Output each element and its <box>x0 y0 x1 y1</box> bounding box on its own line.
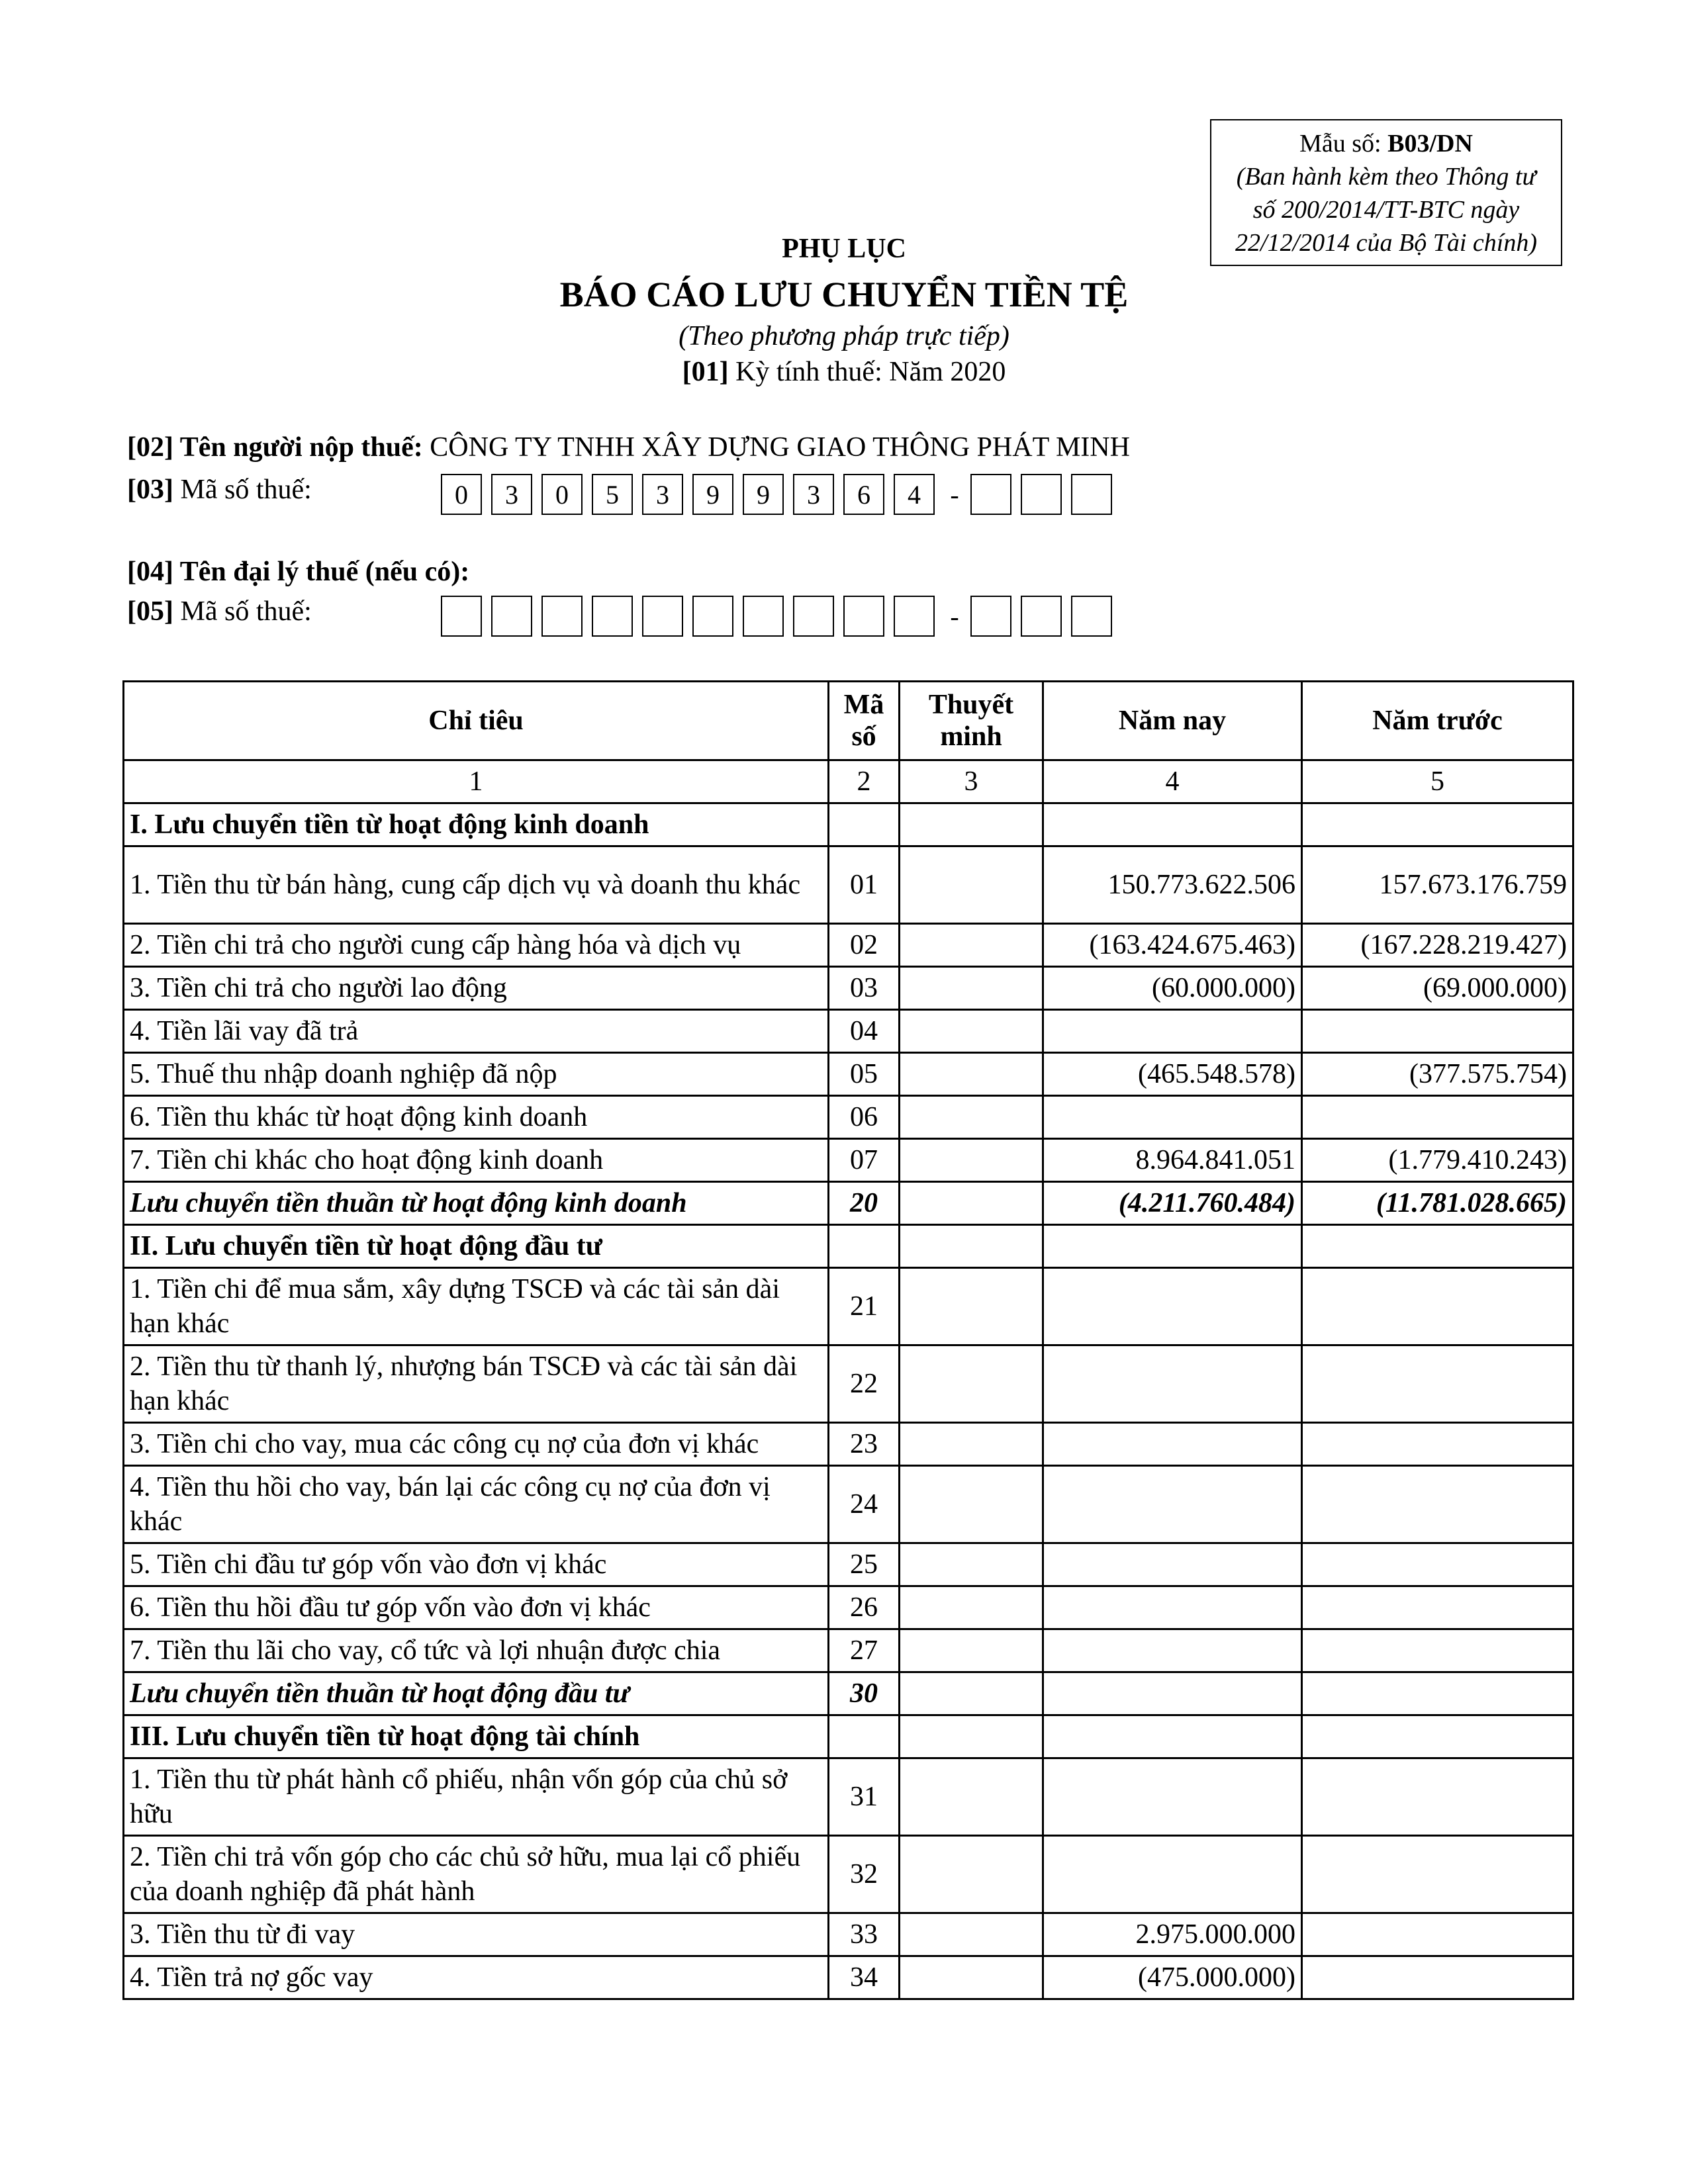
row-this-year <box>1043 1268 1302 1345</box>
row-label: 5. Tiền chi đầu tư góp vốn vào đơn vị khác <box>124 1543 829 1586</box>
row-label: 1. Tiền chi để mua sắm, xây dựng TSCĐ và các tài sản dài hạn khác <box>124 1268 829 1345</box>
tax-digit-box: 6 <box>843 474 884 515</box>
taxpayer-tax-code <box>441 474 1121 515</box>
row-this-year: (475.000.000) <box>1043 1956 1302 1999</box>
row-code: 33 <box>829 1913 900 1956</box>
row-last-year: (11.781.028.665) <box>1302 1182 1573 1225</box>
row-last-year <box>1302 1345 1573 1423</box>
row-last-year <box>1302 1096 1573 1139</box>
form-label: Mẫu số: <box>1299 130 1388 158</box>
form-box-line: 22/12/2014 của Bộ Tài chính) <box>1235 229 1537 257</box>
tax-digit-box: 3 <box>642 474 683 515</box>
row-last-year <box>1302 1586 1573 1629</box>
table-header <box>124 682 1573 760</box>
row-note <box>900 1423 1043 1466</box>
tax-suffix-box <box>1021 474 1062 515</box>
tax-digit-box: 5 <box>592 474 633 515</box>
row-code: 34 <box>829 1956 900 1999</box>
table-row <box>124 1139 1573 1182</box>
row-last-year: 157.673.176.759 <box>1302 846 1573 924</box>
tax-digit-box <box>743 596 784 637</box>
row-note <box>900 1345 1043 1423</box>
tax-digit-box: 0 <box>541 474 583 515</box>
tax-digit-box: 3 <box>793 474 834 515</box>
tax-digit-box: 4 <box>894 474 935 515</box>
row-this-year <box>1043 1629 1302 1672</box>
tax-digit-box <box>894 596 935 637</box>
agent-tax-code <box>441 596 1121 637</box>
row-this-year <box>1043 1672 1302 1715</box>
tax-digit-box <box>491 596 532 637</box>
row-last-year <box>1302 1715 1573 1758</box>
row-label: 4. Tiền thu hồi cho vay, bán lại các công cụ nợ của đơn vị khác <box>124 1466 829 1543</box>
row-code: 22 <box>829 1345 900 1423</box>
row-note <box>900 846 1043 924</box>
row-code <box>829 803 900 846</box>
table-row <box>124 1096 1573 1139</box>
table-row <box>124 1758 1573 1836</box>
table-row <box>124 1913 1573 1956</box>
row-note <box>900 1836 1043 1913</box>
row-note <box>900 967 1043 1010</box>
row-label: II. Lưu chuyển tiền từ hoạt động đầu tư <box>124 1225 829 1268</box>
row-label: 7. Tiền thu lãi cho vay, cổ tức và lợi nhuận được chia <box>124 1629 829 1672</box>
row-code: 32 <box>829 1836 900 1913</box>
tax-digit-box <box>642 596 683 637</box>
row-note <box>900 1268 1043 1345</box>
row-code <box>829 1225 900 1268</box>
row-last-year <box>1302 1836 1573 1913</box>
row-label: 3. Tiền chi trả cho người lao động <box>124 967 829 1010</box>
column-number: 5 <box>1302 760 1573 803</box>
row-last-year <box>1302 1268 1573 1345</box>
row-note <box>900 1715 1043 1758</box>
row-note <box>900 1139 1043 1182</box>
method-subtitle: (Theo phương pháp trực tiếp) <box>679 321 1009 351</box>
tax-suffix-box <box>1021 596 1062 637</box>
row-this-year: (465.548.578) <box>1043 1053 1302 1096</box>
row-last-year: (69.000.000) <box>1302 967 1573 1010</box>
column-number: 4 <box>1043 760 1302 803</box>
row-last-year <box>1302 1672 1573 1715</box>
row-this-year <box>1043 1543 1302 1586</box>
row-code: 06 <box>829 1096 900 1139</box>
col-code <box>829 682 900 760</box>
table-row <box>124 967 1573 1010</box>
row-note <box>900 924 1043 967</box>
column-number: 2 <box>829 760 900 803</box>
row-code: 03 <box>829 967 900 1010</box>
section-row <box>124 803 1573 846</box>
field-label: Mã số thuế: <box>173 596 312 627</box>
row-this-year <box>1043 1758 1302 1836</box>
row-code: 25 <box>829 1543 900 1586</box>
row-last-year: (1.779.410.243) <box>1302 1139 1573 1182</box>
row-label: 3. Tiền chi cho vay, mua các công cụ nợ của đơn vị khác <box>124 1423 829 1466</box>
row-code: 26 <box>829 1586 900 1629</box>
table-row <box>124 1836 1573 1913</box>
row-this-year <box>1043 1423 1302 1466</box>
row-label: 2. Tiền chi trả cho người cung cấp hàng hóa và dịch vụ <box>124 924 829 967</box>
row-this-year <box>1043 1345 1302 1423</box>
row-note <box>900 1466 1043 1543</box>
row-label: 2. Tiền thu từ thanh lý, nhượng bán TSCĐ và các tài sản dài hạn khác <box>124 1345 829 1423</box>
row-label: 4. Tiền trả nợ gốc vay <box>124 1956 829 1999</box>
row-this-year: 2.975.000.000 <box>1043 1913 1302 1956</box>
field-label: Mã số thuế: <box>173 475 312 505</box>
field-number: [05] <box>127 596 173 627</box>
table-row <box>124 846 1573 924</box>
table-row <box>124 1268 1573 1345</box>
table-row <box>124 1629 1573 1672</box>
col-this-year: Năm nay <box>1043 682 1302 760</box>
table-row <box>124 1010 1573 1053</box>
col-code-line: Mã <box>843 690 884 720</box>
row-code: 27 <box>829 1629 900 1672</box>
row-code <box>829 1715 900 1758</box>
row-note <box>900 1758 1043 1836</box>
row-note <box>900 1913 1043 1956</box>
table-row <box>124 1423 1573 1466</box>
section-row <box>124 1225 1573 1268</box>
row-this-year <box>1043 1096 1302 1139</box>
col-note-line: Thuyết <box>928 690 1014 720</box>
tax-digit-box: 9 <box>692 474 733 515</box>
row-last-year <box>1302 1758 1573 1836</box>
row-note <box>900 1543 1043 1586</box>
row-label: 6. Tiền thu khác từ hoạt động kinh doanh <box>124 1096 829 1139</box>
tax-suffix-box <box>1071 474 1112 515</box>
tax-digit-box <box>843 596 884 637</box>
period-text: Kỳ tính thuế: Năm 2020 <box>728 357 1006 387</box>
taxpayer-name: CÔNG TY TNHH XÂY DỰNG GIAO THÔNG PHÁT MINH <box>430 432 1130 463</box>
tax-digit-box <box>592 596 633 637</box>
agent-tax-code-label <box>127 596 312 627</box>
row-label: I. Lưu chuyển tiền từ hoạt động kinh doanh <box>124 803 829 846</box>
row-this-year: 150.773.622.506 <box>1043 846 1302 924</box>
row-this-year <box>1043 1715 1302 1758</box>
tax-digit-box: 3 <box>491 474 532 515</box>
tax-digit-box <box>441 596 482 637</box>
row-code: 01 <box>829 846 900 924</box>
row-code: 07 <box>829 1139 900 1182</box>
row-last-year <box>1302 1010 1573 1053</box>
taxpayer-tax-code-label <box>127 474 312 506</box>
row-code: 21 <box>829 1268 900 1345</box>
page-title: BÁO CÁO LƯU CHUYỂN TIỀN TỆ <box>559 275 1129 314</box>
row-last-year: (377.575.754) <box>1302 1053 1573 1096</box>
taxpayer-name-label: [02] Tên người nộp thuế: <box>127 432 430 463</box>
tax-suffix-box <box>1071 596 1112 637</box>
row-this-year <box>1043 1586 1302 1629</box>
row-last-year <box>1302 1423 1573 1466</box>
tax-period <box>0 356 1688 388</box>
col-indicator: Chỉ tiêu <box>124 682 829 760</box>
row-label: III. Lưu chuyển tiền từ hoạt động tài chính <box>124 1715 829 1758</box>
row-this-year <box>1043 1466 1302 1543</box>
row-label: 4. Tiền lãi vay đã trả <box>124 1010 829 1053</box>
row-last-year <box>1302 1629 1573 1672</box>
row-note <box>900 1096 1043 1139</box>
row-last-year <box>1302 1225 1573 1268</box>
row-note <box>900 1053 1043 1096</box>
table-row <box>124 924 1573 967</box>
row-code: 24 <box>829 1466 900 1543</box>
agent-name-line <box>127 556 469 588</box>
row-code: 31 <box>829 1758 900 1836</box>
row-code: 05 <box>829 1053 900 1096</box>
row-note <box>900 1956 1043 1999</box>
row-code: 02 <box>829 924 900 967</box>
row-label: 7. Tiền chi khác cho hoạt động kinh doanh <box>124 1139 829 1182</box>
row-label: 1. Tiền thu từ bán hàng, cung cấp dịch vụ và doanh thu khác <box>124 846 829 924</box>
row-note <box>900 1010 1043 1053</box>
section-row <box>124 1715 1573 1758</box>
tax-code-separator: - <box>950 601 959 631</box>
row-this-year <box>1043 1225 1302 1268</box>
table-row <box>124 1345 1573 1423</box>
row-note <box>900 1182 1043 1225</box>
row-code: 30 <box>829 1672 900 1715</box>
row-note <box>900 1672 1043 1715</box>
form-code: B03/DN <box>1387 130 1473 158</box>
row-note <box>900 1225 1043 1268</box>
field-number: [03] <box>127 475 173 505</box>
row-label: Lưu chuyển tiền thuần từ hoạt động đầu tư <box>124 1672 829 1715</box>
column-number-row <box>124 760 1573 803</box>
table-row <box>124 1586 1573 1629</box>
row-note <box>900 1586 1043 1629</box>
tax-digit-box <box>541 596 583 637</box>
column-number: 3 <box>900 760 1043 803</box>
row-code: 20 <box>829 1182 900 1225</box>
row-this-year: (4.211.760.484) <box>1043 1182 1302 1225</box>
tax-digit-box <box>692 596 733 637</box>
col-last-year: Năm trước <box>1302 682 1573 760</box>
table-row <box>124 1466 1573 1543</box>
row-last-year: (167.228.219.427) <box>1302 924 1573 967</box>
col-note <box>900 682 1043 760</box>
row-code: 23 <box>829 1423 900 1466</box>
row-label: 1. Tiền thu từ phát hành cổ phiếu, nhận vốn góp của chủ sở hữu <box>124 1758 829 1836</box>
row-label: 5. Thuế thu nhập doanh nghiệp đã nộp <box>124 1053 829 1096</box>
column-number: 1 <box>124 760 829 803</box>
table-row <box>124 1956 1573 1999</box>
form-box-line: (Ban hành kèm theo Thông tư <box>1236 163 1536 191</box>
appendix-title: PHỤ LỤC <box>782 234 906 264</box>
row-this-year: (163.424.675.463) <box>1043 924 1302 967</box>
taxpayer-name-line <box>127 432 1130 463</box>
row-note <box>900 1629 1043 1672</box>
subtotal-row <box>124 1672 1573 1715</box>
row-this-year <box>1043 1836 1302 1913</box>
form-box-line: số 200/2014/TT-BTC ngày <box>1252 196 1520 224</box>
row-last-year <box>1302 1543 1573 1586</box>
row-note <box>900 803 1043 846</box>
row-last-year <box>1302 1466 1573 1543</box>
tax-digit-box: 9 <box>743 474 784 515</box>
col-code-line: số <box>851 721 876 752</box>
row-last-year <box>1302 1913 1573 1956</box>
period-code: [01] <box>682 357 729 387</box>
tax-suffix-box <box>970 474 1011 515</box>
row-this-year: 8.964.841.051 <box>1043 1139 1302 1182</box>
tax-suffix-box <box>970 596 1011 637</box>
row-label: 2. Tiền chi trả vốn góp cho các chủ sở hữu, mua lại cổ phiếu của doanh nghiệp đã phát hành <box>124 1836 829 1913</box>
subtotal-row <box>124 1182 1573 1225</box>
row-last-year <box>1302 803 1573 846</box>
row-label: Lưu chuyển tiền thuần từ hoạt động kinh doanh <box>124 1182 829 1225</box>
row-label: 6. Tiền thu hồi đầu tư góp vốn vào đơn vị khác <box>124 1586 829 1629</box>
row-this-year: (60.000.000) <box>1043 967 1302 1010</box>
cash-flow-table <box>122 680 1574 2000</box>
row-label: 3. Tiền thu từ đi vay <box>124 1913 829 1956</box>
row-this-year <box>1043 803 1302 846</box>
table-row <box>124 1543 1573 1586</box>
agent-name-label: [04] Tên đại lý thuế (nếu có): <box>127 557 470 587</box>
tax-code-separator: - <box>950 479 959 510</box>
table-row <box>124 1053 1573 1096</box>
col-note-line: minh <box>940 721 1002 752</box>
row-this-year <box>1043 1010 1302 1053</box>
row-last-year <box>1302 1956 1573 1999</box>
row-code: 04 <box>829 1010 900 1053</box>
tax-digit-box: 0 <box>441 474 482 515</box>
tax-digit-box <box>793 596 834 637</box>
